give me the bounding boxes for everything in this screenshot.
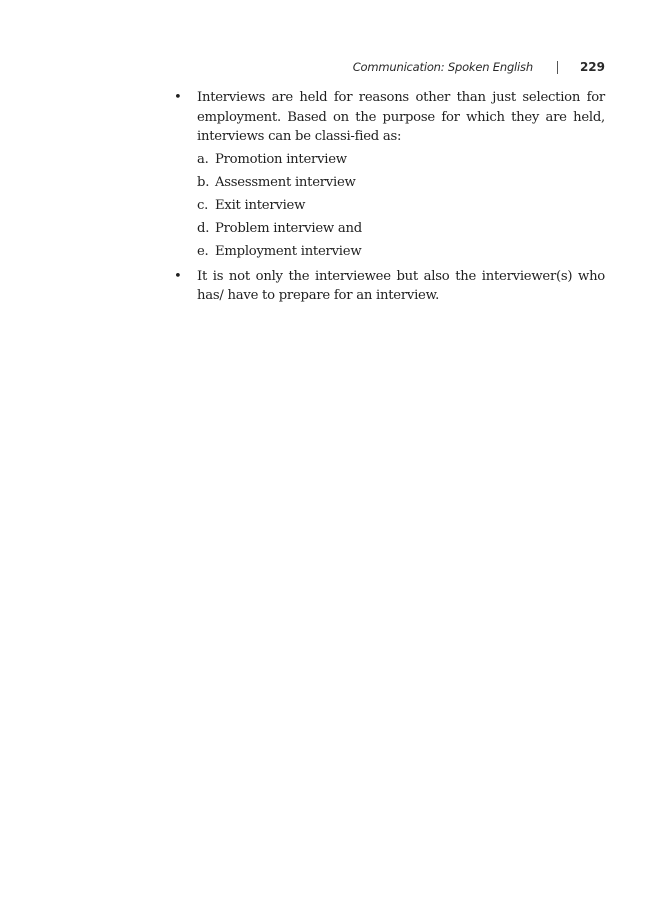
bullet-text: Interviews are held for reasons other than just selection for employment. Based on the purpose for which they are held, interviews can be classi-fied as:: [197, 90, 605, 144]
list-marker: d.: [197, 220, 210, 236]
running-title: Communication: Spoken English: [352, 60, 533, 74]
running-header: [353, 59, 605, 75]
list-marker: c.: [197, 197, 209, 213]
bullet-icon: •: [174, 90, 182, 105]
list-item: [197, 173, 605, 196]
list-item: [197, 150, 605, 173]
classification-list: [197, 150, 605, 265]
bullet-item: [174, 88, 605, 265]
page-number: 229: [579, 60, 605, 74]
bullet-item: [174, 267, 605, 306]
list-item-text: Assessment interview: [215, 174, 356, 190]
list-item-text: Promotion interview: [215, 151, 347, 167]
list-marker: b.: [197, 174, 210, 190]
list-item: [197, 219, 605, 242]
list-marker: e.: [197, 243, 209, 259]
list-item-text: Employment interview: [215, 243, 362, 259]
list-item-text: Problem interview and: [215, 220, 362, 236]
body-text: [174, 88, 605, 306]
list-item: [197, 242, 605, 265]
list-item-text: Exit interview: [215, 197, 306, 213]
bullet-text: It is not only the interviewee but also the interviewer(s) who has/ have to prepare for an interview.: [197, 268, 605, 303]
list-marker: a.: [197, 151, 209, 167]
header-divider: [557, 61, 558, 74]
list-item: [197, 196, 605, 219]
bullet-icon: •: [174, 268, 182, 284]
